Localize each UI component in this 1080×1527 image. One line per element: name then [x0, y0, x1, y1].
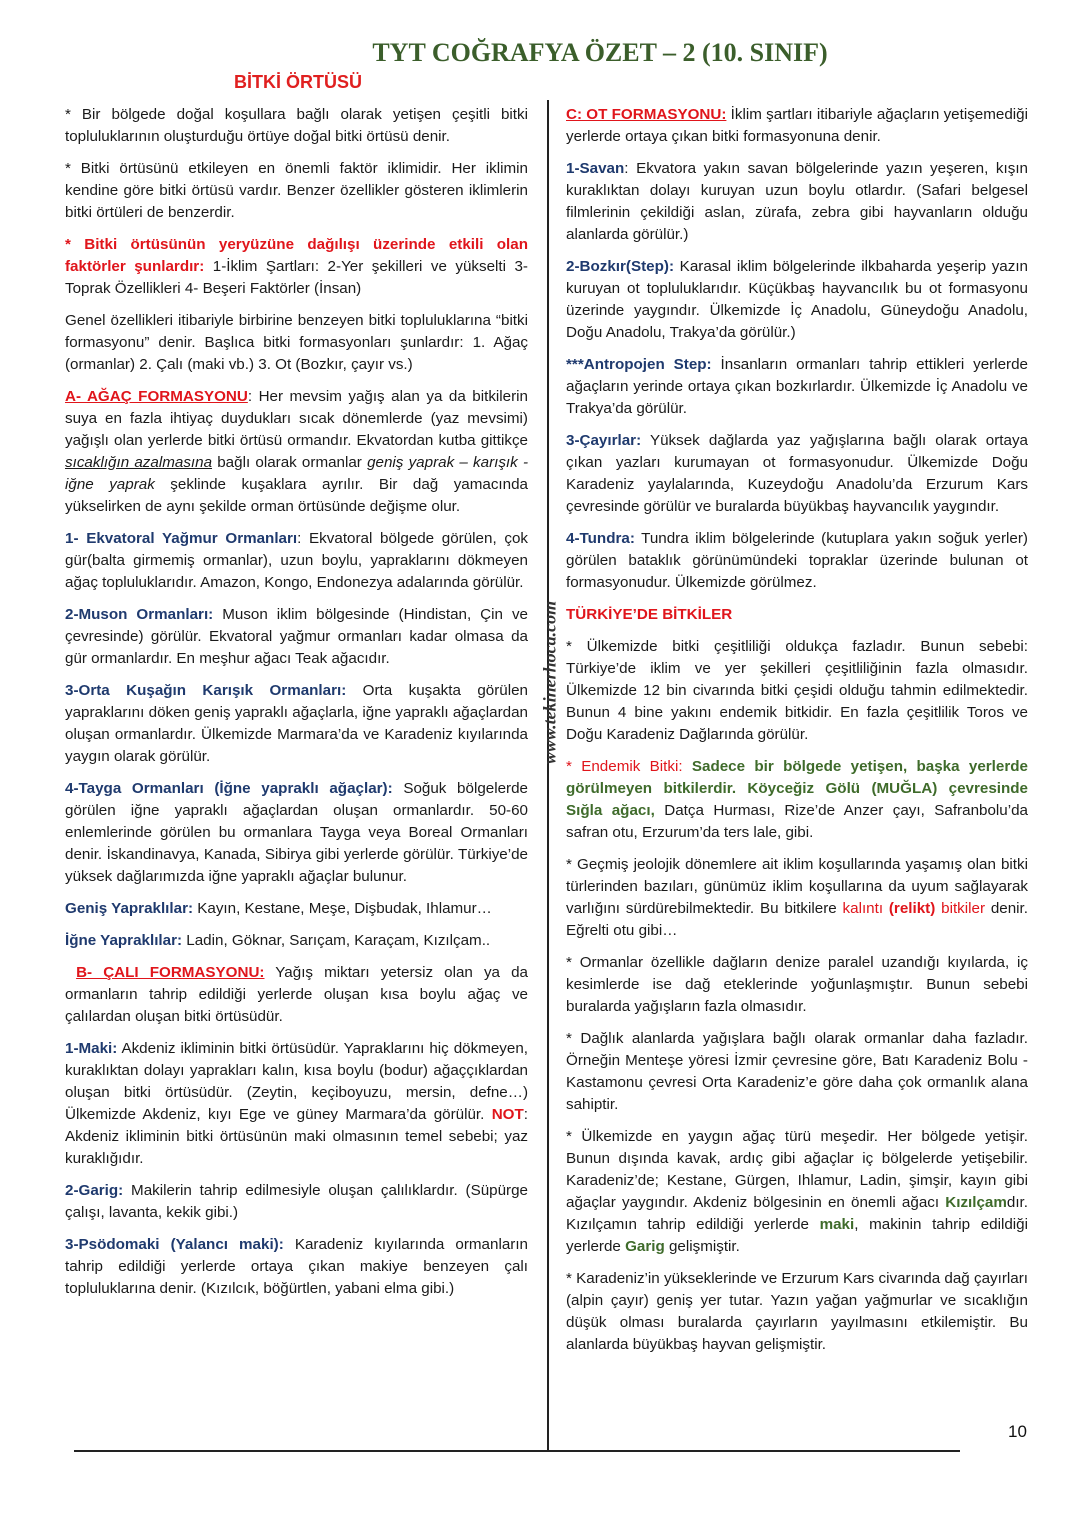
- formations-paragraph: Genel özellikleri itibariyle birbirine benzeyen bitki topluluklarına “bitki formasyonu” denir. Başlıca bitki formasyonları şunlardır: 1. Ağaç (ormanlar) 2. Çalı (maki vb.) 3. Ot (Bozkır, çayır vs.): [65, 312, 528, 373]
- garrigue-paragraph: 2-Garig: Makilerin tahrip edilmesiyle oluşan çalılıklardır. (Süpürge çalışı, lavanta, kekik gibi.): [65, 1182, 528, 1221]
- page-number: 10: [1008, 1422, 1027, 1441]
- anthropogenic-steppe-paragraph: ***Antropojen Step: İnsanların ormanları tahrip ettikleri yerlerde ağaçların yerinde ortaya çıkan bozkırlardır. Ülkemizde İç Anadolu ve Trakya’da görülür.: [566, 356, 1028, 417]
- mountain-forests-paragraph: * Dağlık alanlarda yağışlara bağlı olarak ormanlar daha fazladır. Örneğin Menteşe yöresi İzmir çevresine göre, Batı Karadeniz Bolu - Kastamonu çevresi Orta Karadeniz’e göre daha çok ormanlık alana sahiptir.: [566, 1030, 1028, 1113]
- tundra-paragraph: 4-Tundra: Tundra iklim bölgelerinde (kutuplara yakın soğuk yerler) görülen bataklık görünümündeki topraklar üzerinde bulunan ot formasyonudur. Ülkemizde görülmez.: [566, 530, 1028, 591]
- pseudomaquis-paragraph: 3-Psödomaki (Yalancı maki): Karadeniz kıyılarında ormanların tahrip edildiği yerlerde ortaya çıkan makiye benzeyen çalı topluluklarına denir. (Kızılcık, böğürtlen, yabani elma gibi.): [65, 1236, 528, 1297]
- tree-formation-heading: A- AĞAÇ FORMASYONU: [65, 388, 248, 405]
- monsoon-forests: 2-Muson Ormanları: Muson iklim bölgesinde (Hindistan, Çin ve çevresinde) görülür. Ekvatoral yağmur ormanları kadar olmasa da gür ormanlardır. En meşhur ağacı Teak ağacıdır.: [65, 606, 528, 667]
- oak-paragraph: * Ülkemizde en yaygın ağaç türü meşedir. Her bölgede yetişir. Bunun dışında kavak, ardıç gibi ağaçlar iç bölgelerde yetişebilir. Karadeniz’de; Kestane, Gürgen, Ihlamur, Ladin, şimşir, kayın gibi ağaçlar yaygındır. Akdeniz bölgesinin en önemli ağacı Kızılçamdır. Kızılçamın tahrip edildiği yerlerde maki, makinin tahrip edildiği yerlerde Garig gelişmiştir.: [566, 1128, 1028, 1255]
- mixed-forests: 3-Orta Kuşağın Karışık Ormanları: Orta kuşakta görülen yapraklarını döken geniş yapraklı ağaçlarla, iğne yapraklı ağaçlardan oluşan ormanlardır. Ülkemizde Marmara’da ve Karadeniz kıyılarında yaygın olarak görülür.: [65, 682, 528, 765]
- equatorial-forests: 1- Ekvatoral Yağmur Ormanları: Ekvatoral bölgede görülen, çok gür(balta girmemiş ormanlar), uzun boylu, yapraklarını dökmeyen ağaç topluluklarıdır. Amazon, Kongo, Endonezya adalarında görülür.: [65, 530, 528, 591]
- footer-rule: [74, 1450, 960, 1452]
- watermark: www.tekinerhoca.com: [539, 600, 560, 765]
- tree-formation-paragraph: A- AĞAÇ FORMASYONU: Her mevsim yağış alan ya da bitkilerin suya en fazla ihtiyaç duydukları sıcak dönemlerde (yaz mevsimi) yağışlı olan yerlerde bitki örtüsü ormandır. Ekvatordan kutba gittikçe sıcaklığın azalmasına bağlı olarak ormanlar geniş yaprak – karışık - iğne yaprak şeklinde kuşaklara ayrılır. Bir dağ yamacında yükselirken de aynı şekilde orman örtüsünde değişme olur.: [65, 388, 529, 515]
- meadows-paragraph: 3-Çayırlar: Yüksek dağlarda yaz yağışlarına bağlı olarak ortaya çıkan yazları kurumayan ot formasyonudur. Ülkemizde Doğu Karadeniz yaylalarında, Kuzeydoğu Anadolu’da Erzurum Kars çevresinde görülür ve buralarda büyükbaş hayvancılık yaygındır.: [566, 432, 1028, 515]
- broadleaf-list: Geniş Yapraklılar: Kayın, Kestane, Meşe, Dişbudak, Ihlamur…: [65, 900, 492, 917]
- alpine-meadows-paragraph: * Karadeniz’in yükseklerinde ve Erzurum Kars civarında dağ çayırları (alpin çayır) geniş yer tutar. Yazın yağan yağmurlar ve sıcaklığın düşük olması buralarda çayırların yayılmasını etkilemiştir. Bu alanlarda büyükbaş hayvan gelişmiştir.: [566, 1270, 1028, 1353]
- needleleaf-list: İğne Yapraklılar: Ladin, Göknar, Sarıçam, Karaçam, Kızılçam..: [65, 932, 491, 949]
- section-title: BİTKİ ÖRTÜSÜ: [234, 72, 362, 92]
- turkey-plants-heading: TÜRKİYE’DE BİTKİLER: [566, 606, 733, 623]
- taiga-forests: 4-Tayga Ormanları (İğne yapraklı ağaçlar): Soğuk bölgelerde görülen iğne yapraklı ağaçlardan oluşan ormanlardır. 50-60 enlemlerinde görülen bu ormanlara Tayga veya Boreal Ormanları denir. İskandinavya, Kanada, Sibirya gibi yerlerde görülür. Türkiye’de yüksek dağlarımızda iğne yapraklı ağaçlar bulunur.: [65, 780, 528, 885]
- forests-coast-paragraph: * Ormanlar özellikle dağların denize paralel uzandığı kıyılarda, iç kesimlerde ise dağ eteklerinde yoğunlaşmıştır. Bunun sebebi buralarda yağışların fazla olmasıdır.: [566, 954, 1028, 1015]
- maquis-paragraph: 1-Maki: Akdeniz ikliminin bitki örtüsüdür. Yapraklarını hiç dökmeyen, kuraklıktan dolayı yaprakları kalın, kısa boylu (bodur) ağaççıklardan oluşan bitki örtüsüdür. (Zeytin, keçiboyuzu, mersin, defne…) Ülkemizde Akdeniz, kıyı Ege ve güney Marmara’da görülür. NOT: Akdeniz ikliminin bitki örtüsünün maki olmasının temel sebebi; yaz kuraklığıdır.: [65, 1040, 528, 1167]
- diversity-paragraph: * Ülkemizde bitki çeşitliliği oldukça fazladır. Bunun sebebi: Türkiye’de iklim ve yer şekilleri çeşitliliğinin fazla olmasıdır. Ülkemizde 12 bin civarında bitki çeşidi olduğu tahmin edilmektedir. Bunun 4 bine yakını endemik bitkidir. En fazla çeşitlilik Toros ve Doğu Karadeniz Dağlarında görülür.: [566, 638, 1028, 743]
- relict-paragraph: * Geçmiş jeolojik dönemlere ait iklim koşullarında yaşamış olan bitki türlerinden bazıları, günümüz iklim koşullarına da uyum sağlayarak varlığını sürdürebilmektedir. Bu bitkilere kalıntı (relikt) bitkiler denir. Eğrelti otu gibi…: [566, 856, 1028, 939]
- grass-formation-paragraph: C: OT FORMASYONU: İklim şartları itibariyle ağaçların yetişemediği yerlerde ortaya çıkan bitki formasyonuna denir.: [566, 106, 1028, 145]
- endemic-paragraph: * Endemik Bitki: Sadece bir bölgede yetişen, başka yerlerde görülmeyen bitkilerdir. Köyceğiz Gölü (MUĞLA) çevresinde Sığla ağacı, Datça Hurması, Rize’de Anzer çayı, Safranbolu’da safran otu, Erzurum’da ters lale, gibi.: [566, 758, 1028, 841]
- shrub-formation-paragraph: B- ÇALI FORMASYONU: Yağış miktarı yetersiz olan ya da ormanların tahrip edildiği yerlerde oluşan kısa boylu ağaç ve çalılardan oluşan bitki örtüsüdür.: [65, 964, 528, 1025]
- shrub-formation-heading: B- ÇALI FORMASYONU:: [76, 964, 265, 981]
- definition-paragraph: * Bir bölgede doğal koşullara bağlı olarak yetişen çeşitli bitki topluluklarının oluşturduğu örtüye doğal bitki örtüsü denir.: [65, 106, 528, 145]
- factors-paragraph: * Bitki örtüsünün yeryüzüne dağılışı üzerinde etkili olan faktörler şunlardır: 1-İklim Şartları: 2-Yer şekilleri ve yükselti 3-Toprak Özellikleri 4- Beşeri Faktörler (İnsan): [65, 236, 528, 297]
- right-column: [566, 104, 1028, 1366]
- savanna-paragraph: 1-Savan: Ekvatora yakın savan bölgelerinde yazın yeşeren, kışın kuraklıktan dolayı kuruyan uzun boylu otlardır. (Safari belgesel filmlerinin çekildiği aslan, zürafa, zebra gibi hayvanların olduğu alanlarda görülür.): [566, 160, 1028, 243]
- left-column: [65, 104, 528, 1310]
- grass-formation-heading: C: OT FORMASYONU:: [566, 106, 727, 123]
- steppe-paragraph: 2-Bozkır(Step): Karasal iklim bölgelerinde ilkbaharda yeşerip yazın kuruyan ot topluluklarıdır. Küçükbaş hayvancılık bu ot formasyonu üzerinde yaygındır. Ülkemizde İç Anadolu, Güneydoğu Anadolu, Doğu Anadolu, Trakya’da görülür.): [566, 258, 1028, 341]
- climate-paragraph: * Bitki örtüsünü etkileyen en önemli faktör iklimidir. Her iklimin kendine göre bitki örtüsü vardır. Benzer özellikler gösteren iklimlerin bitki örtüleri de benzerdir.: [65, 160, 528, 221]
- page-title: TYT COĞRAFYA ÖZET – 2 (10. SINIF): [372, 38, 828, 67]
